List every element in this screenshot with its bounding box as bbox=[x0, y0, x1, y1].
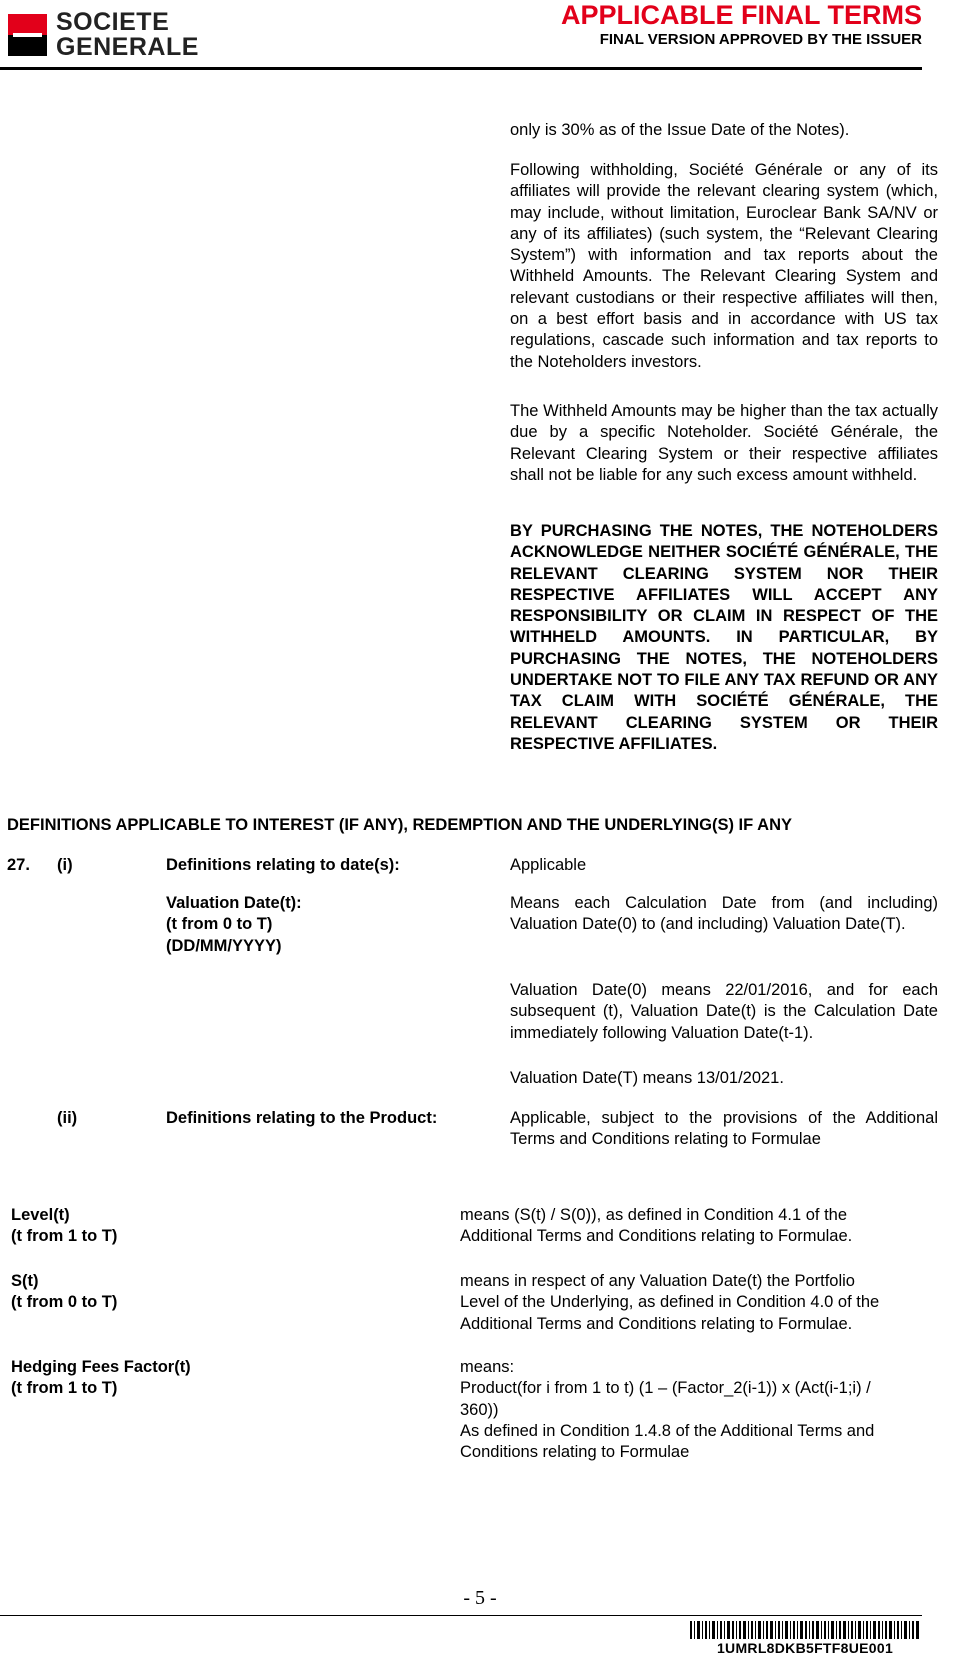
valuation-date-final-definition: Valuation Date(T) means 13/01/2021. bbox=[510, 1069, 784, 1087]
term-range: (t from 0 to T) bbox=[11, 1293, 118, 1312]
meaning-line: 360)) bbox=[460, 1400, 499, 1419]
sub-item-ii-label: Definitions relating to the Product: bbox=[166, 1109, 438, 1127]
definition-meaning-s bbox=[460, 1271, 940, 1335]
definition-meaning-hedging-fees bbox=[460, 1357, 940, 1463]
valuation-label-line-1: Valuation Date(t): bbox=[166, 894, 302, 912]
document-subtitle: FINAL VERSION APPROVED BY THE ISSUER bbox=[599, 31, 922, 48]
definition-meaning-level bbox=[460, 1205, 940, 1248]
meaning-line: Additional Terms and Conditions relating to Formulae. bbox=[460, 1314, 853, 1333]
definition-term-s bbox=[11, 1271, 411, 1314]
term-line: S(t) bbox=[11, 1272, 39, 1290]
definition-term-hedging-fees bbox=[11, 1357, 411, 1400]
valuation-date-zero-definition: Valuation Date(0) means 22/01/2016, and for each subsequent (t), Valuation Date(t) is the Calculation Date immediately following Valuation Date(t-1). bbox=[510, 981, 938, 1042]
footer-divider bbox=[0, 1615, 922, 1616]
meaning-line: Conditions relating to Formulae bbox=[460, 1443, 690, 1462]
page-number: - 5 - bbox=[463, 1587, 497, 1609]
sub-item-i-label: Definitions relating to date(s): bbox=[166, 856, 400, 874]
valuation-label-line-2: (t from 0 to T) bbox=[166, 915, 273, 934]
logo-line-1: SOCIETE bbox=[56, 8, 170, 36]
item-number: 27. bbox=[7, 856, 30, 874]
logo-line-2: GENERALE bbox=[56, 33, 199, 61]
valuation-date-definition: Means each Calculation Date from (and including) Valuation Date(0) to (and including) Valuation Date(T). bbox=[510, 894, 938, 934]
paragraph-withholding-rate: only is 30% as of the Issue Date of the Notes). bbox=[510, 121, 850, 139]
paragraph-withheld-amounts: The Withheld Amounts may be higher than the tax actually due by a specific Noteholder. Société Générale, the Relevant Clearing System or their respective affiliates shall not be liable for any such excess amount withheld. bbox=[510, 402, 938, 484]
sub-item-i-value: Applicable bbox=[510, 856, 587, 874]
paragraph-disclaimer-caps: BY PURCHASING THE NOTES, THE NOTEHOLDERS ACKNOWLEDGE NEITHER SOCIÉTÉ GÉNÉRALE, THE RELEVANT CLEARING SYSTEM NOR THEIR RESPECTIVE AFFILIATES WILL ACCEPT ANY RESPONSIBILITY OR CLAIM IN RESPECT OF THE WITHHELD AMOUNTS. IN PARTICULAR, BY PURCHASING THE NOTES, THE NOTEHOLDERS UNDERTAKE NOT TO FILE ANY TAX REFUND OR ANY TAX CLAIM WITH SOCIÉTÉ GÉNÉRALE, THE RELEVANT CLEARING SYSTEM OR THEIR RESPECTIVE AFFILIATES. bbox=[510, 522, 938, 753]
term-line: Level(t) bbox=[11, 1206, 70, 1224]
meaning-line: Additional Terms and Conditions relating to Formulae. bbox=[460, 1227, 853, 1246]
sub-item-ii-value: Applicable, subject to the provisions of the Additional Terms and Conditions relating to Formulae bbox=[510, 1109, 938, 1149]
term-range: (t from 1 to T) bbox=[11, 1379, 118, 1398]
meaning-line: Product(for i from 1 to t) (1 – (Factor_2(i-1)) x (Act(i-1;i) / bbox=[460, 1379, 871, 1398]
meaning-line: Level of the Underlying, as defined in Condition 4.0 of the bbox=[460, 1293, 880, 1312]
sub-item-i: (i) bbox=[57, 856, 73, 874]
meaning-line: As defined in Condition 1.4.8 of the Additional Terms and bbox=[460, 1421, 875, 1440]
meaning-line: means (S(t) / S(0)), as defined in Condition 4.1 of the bbox=[460, 1206, 848, 1224]
paragraph-following-withholding: Following withholding, Société Générale or any of its affiliates will provide the relevant clearing system (which, may include, without limitation, Euroclear Bank SA/NV or any of its affiliates) (such system, the “Relevant Clearing System”) with information and tax reports about the Withheld Amounts. The Relevant Clearing System and relevant custodians or their respective affiliates will then, on a best effort basis and in accordance with US tax regulations, cascade such information and tax reports to the Noteholders investors. bbox=[510, 161, 938, 371]
meaning-line: means: bbox=[460, 1358, 515, 1376]
definition-term-level bbox=[11, 1205, 411, 1248]
term-line: Hedging Fees Factor(t) bbox=[11, 1358, 191, 1376]
valuation-date-label bbox=[166, 893, 302, 957]
logo-wordmark bbox=[56, 10, 199, 60]
document-title: APPLICABLE FINAL TERMS bbox=[560, 0, 922, 30]
barcode-reference: 1UMRL8DKB5FTF8UE001 bbox=[716, 1640, 894, 1656]
section-heading: DEFINITIONS APPLICABLE TO INTEREST (IF ANY), REDEMPTION AND THE UNDERLYING(S) IF ANY bbox=[7, 816, 792, 834]
header-divider bbox=[0, 67, 922, 70]
term-range: (t from 1 to T) bbox=[11, 1227, 118, 1246]
sub-item-ii: (ii) bbox=[57, 1109, 78, 1127]
societe-generale-logo-mark bbox=[8, 14, 47, 56]
valuation-label-line-3: (DD/MM/YYYY) bbox=[166, 936, 282, 955]
meaning-line: means in respect of any Valuation Date(t) the Portfolio bbox=[460, 1272, 855, 1290]
